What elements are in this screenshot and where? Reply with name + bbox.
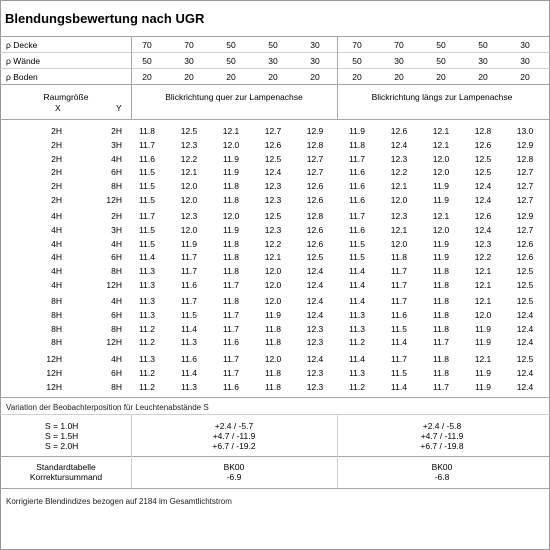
- ugr-value: 11.9: [265, 309, 281, 320]
- ugr-value: 12.5: [474, 167, 492, 178]
- row-y: 6H: [111, 167, 122, 178]
- ugr-value: 11.6: [349, 195, 365, 205]
- ugr-value: 13.0: [516, 126, 534, 136]
- ugr-value: 11.9: [475, 323, 491, 334]
- ugr-value: 12.0: [474, 309, 492, 320]
- ugr-value: 11.8: [433, 309, 449, 320]
- ugr-value: 12.3: [390, 153, 408, 164]
- ugr-value: 11.3: [349, 367, 365, 378]
- ugr-value: 11.2: [139, 323, 155, 334]
- ugr-value: 12.1: [390, 224, 408, 235]
- ugr-value: 12.3: [306, 337, 324, 348]
- ugr-value: 11.5: [139, 181, 155, 192]
- ugr-value: 12.1: [432, 126, 450, 136]
- laengs-header: Blickrichtung längs zur Lampenachse: [371, 92, 513, 102]
- param-value: 20: [268, 72, 278, 82]
- ugr-value: 12.4: [306, 280, 324, 290]
- ugr-value: 11.3: [349, 323, 365, 334]
- param-value: 70: [184, 40, 194, 50]
- param-value: 20: [310, 72, 320, 82]
- ugr-value: 12.7: [516, 195, 534, 205]
- param-value: 30: [478, 56, 488, 66]
- variation-label: Variation der Beobachterposition für Leuchtenabstände S: [6, 403, 209, 412]
- ugr-value: 11.8: [433, 266, 449, 277]
- ugr-value: 11.6: [349, 181, 365, 192]
- ugr-value: 12.3: [474, 238, 492, 249]
- ugr-value: 12.2: [264, 238, 282, 249]
- ugr-value: 11.6: [181, 280, 197, 290]
- row-x: 2H: [51, 167, 62, 178]
- param-value: 50: [142, 56, 152, 66]
- ugr-value: 12.8: [516, 153, 534, 164]
- row-x: 2H: [51, 195, 62, 205]
- raumgroesse-label: Raumgröße: [43, 92, 89, 102]
- ugr-value: 12.4: [306, 266, 324, 277]
- ugr-value: 12.8: [474, 126, 492, 136]
- divider: [0, 68, 550, 69]
- ugr-value: 12.3: [306, 367, 324, 378]
- ugr-value: 12.8: [306, 211, 324, 221]
- param-value: 30: [520, 56, 530, 66]
- ugr-value: 12.9: [306, 126, 324, 136]
- ugr-value: 11.9: [223, 224, 239, 235]
- ugr-value: 12.7: [516, 167, 534, 178]
- ugr-value: 12.5: [264, 153, 282, 164]
- ugr-value: 12.5: [516, 354, 534, 364]
- divider: [0, 119, 550, 120]
- row-x: 4H: [51, 224, 62, 235]
- ugr-value: 11.7: [139, 139, 155, 150]
- ugr-value: 11.6: [181, 354, 197, 364]
- divider: [0, 36, 550, 37]
- ugr-value: 11.7: [223, 367, 239, 378]
- ugr-value: 11.8: [433, 323, 449, 334]
- ugr-value: 11.9: [181, 238, 197, 249]
- ugr-value: 11.8: [433, 280, 449, 290]
- ugr-value: 11.8: [433, 367, 449, 378]
- ugr-value: 11.6: [223, 337, 239, 348]
- ugr-value: 12.0: [390, 238, 408, 249]
- ugr-value: 12.1: [180, 167, 198, 178]
- ugr-value: 12.4: [516, 367, 534, 378]
- ugr-value: 12.0: [432, 167, 450, 178]
- ugr-value: 11.7: [391, 280, 407, 290]
- ugr-value: 12.6: [306, 238, 324, 249]
- row-y: 8H: [111, 323, 122, 334]
- ugr-value: 11.7: [223, 280, 239, 290]
- ugr-value: 11.7: [181, 252, 197, 263]
- param-value: 50: [478, 40, 488, 50]
- ugr-value: 12.6: [264, 139, 282, 150]
- ugr-value: 12.1: [390, 181, 408, 192]
- param-label: ρ Decke: [6, 40, 38, 50]
- ugr-value: 11.7: [223, 309, 239, 320]
- ugr-value: 11.3: [181, 381, 197, 392]
- ugr-value: 11.9: [475, 367, 491, 378]
- ugr-value: 12.0: [432, 224, 450, 235]
- ugr-value: 11.7: [139, 211, 155, 221]
- row-y: 8H: [111, 181, 122, 192]
- ugr-value: 11.9: [433, 195, 449, 205]
- ugr-value: 11.7: [223, 354, 239, 364]
- ugr-value: 11.3: [139, 280, 155, 290]
- ugr-value: 11.5: [139, 167, 155, 178]
- ugr-value: 12.7: [264, 126, 282, 136]
- ugr-value: 12.0: [222, 139, 240, 150]
- row-y: 8H: [111, 381, 122, 392]
- laengs-standard-table: BK00: [431, 462, 453, 472]
- row-x: 8H: [51, 296, 62, 306]
- ugr-value: 11.9: [433, 181, 449, 192]
- ugr-value: 12.3: [390, 211, 408, 221]
- ugr-value: 12.1: [432, 211, 450, 221]
- ugr-value: 11.5: [391, 367, 407, 378]
- param-value: 70: [352, 40, 362, 50]
- ugr-value: 12.4: [306, 354, 324, 364]
- param-value: 20: [142, 72, 152, 82]
- ugr-value: 11.3: [139, 309, 155, 320]
- ugr-value: 12.9: [516, 211, 534, 221]
- ugr-value: 12.5: [516, 280, 534, 290]
- ugr-value: 11.3: [181, 337, 197, 348]
- ugr-value: 12.7: [306, 153, 324, 164]
- ugr-value: 12.4: [390, 139, 408, 150]
- row-y: 6H: [111, 252, 122, 263]
- ugr-value: 11.4: [349, 266, 365, 277]
- ugr-value: 12.3: [264, 224, 282, 235]
- ugr-value: 12.5: [180, 126, 198, 136]
- ugr-value: 12.0: [180, 195, 198, 205]
- ugr-value: 12.3: [264, 181, 282, 192]
- quer-correction: -6.9: [226, 472, 242, 482]
- ugr-value: 11.4: [181, 323, 197, 334]
- ugr-value: 12.7: [516, 224, 534, 235]
- ugr-value: 11.8: [223, 266, 239, 277]
- ugr-value: 12.7: [306, 167, 324, 178]
- param-value: 30: [520, 40, 530, 50]
- ugr-value: 11.7: [349, 153, 365, 164]
- ugr-value: 11.3: [139, 296, 155, 306]
- row-x: 8H: [51, 323, 62, 334]
- spacing-label: S = 1.0H: [45, 421, 79, 431]
- ugr-value: 11.7: [181, 296, 197, 306]
- ugr-value: 11.4: [349, 296, 365, 306]
- ugr-value: 12.0: [180, 181, 198, 192]
- param-label: ρ Wände: [6, 56, 41, 66]
- ugr-value: 12.0: [264, 266, 282, 277]
- ugr-value: 11.6: [391, 309, 407, 320]
- ugr-value: 11.2: [349, 381, 365, 392]
- row-x: 12H: [46, 381, 62, 392]
- ugr-value: 12.1: [474, 266, 492, 277]
- spacing-label: S = 2.0H: [45, 441, 79, 451]
- row-x: 12H: [46, 354, 62, 364]
- ugr-value: 11.7: [433, 381, 449, 392]
- divider: [0, 52, 550, 53]
- ugr-value: 11.7: [349, 211, 365, 221]
- ugr-value: 12.0: [264, 354, 282, 364]
- laengs-variation: +6.7 / -19.8: [420, 441, 464, 451]
- param-value: 50: [268, 40, 278, 50]
- ugr-value: 12.9: [516, 139, 534, 150]
- laengs-variation: +2.4 / -5.8: [422, 421, 462, 431]
- row-y: 12H: [106, 280, 122, 290]
- ugr-value: 12.6: [306, 224, 324, 235]
- footer-note: Korrigierte Blendindizes bezogen auf 2184 lm Gesamtlichtstrom: [6, 497, 232, 506]
- ugr-value: 11.8: [265, 367, 281, 378]
- ugr-value: 12.4: [516, 381, 534, 392]
- ugr-value: 12.5: [474, 153, 492, 164]
- param-value: 20: [478, 72, 488, 82]
- ugr-value: 11.6: [349, 167, 365, 178]
- ugr-value: 12.5: [264, 211, 282, 221]
- ugr-value: 12.4: [516, 309, 534, 320]
- ugr-value: 12.1: [432, 139, 450, 150]
- ugr-value: 11.4: [391, 337, 407, 348]
- ugr-value: 12.4: [516, 323, 534, 334]
- param-value: 20: [394, 72, 404, 82]
- ugr-value: 12.6: [474, 211, 492, 221]
- row-y: 12H: [106, 195, 122, 205]
- row-x: 2H: [51, 139, 62, 150]
- ugr-value: 12.4: [474, 224, 492, 235]
- param-value: 20: [352, 72, 362, 82]
- ugr-value: 11.8: [139, 126, 155, 136]
- ugr-value: 11.9: [223, 167, 239, 178]
- divider: [0, 397, 550, 398]
- page-title: Blendungsbewertung nach UGR: [5, 11, 205, 26]
- ugr-value: 11.9: [223, 153, 239, 164]
- row-y: 8H: [111, 266, 122, 277]
- laengs-variation: +4.7 / -11.9: [420, 431, 464, 441]
- ugr-value: 12.6: [306, 195, 324, 205]
- ugr-value: 11.8: [223, 195, 239, 205]
- ugr-value: 12.1: [474, 296, 492, 306]
- ugr-value: 11.6: [223, 381, 239, 392]
- param-value: 20: [184, 72, 194, 82]
- ugr-value: 12.1: [474, 354, 492, 364]
- row-x: 4H: [51, 211, 62, 221]
- ugr-value: 11.4: [349, 354, 365, 364]
- divider: [0, 488, 550, 489]
- divider: [0, 84, 550, 85]
- ugr-value: 11.9: [433, 252, 449, 263]
- ugr-value: 12.4: [264, 167, 282, 178]
- ugr-value: 12.2: [390, 167, 408, 178]
- ugr-value: 11.8: [265, 337, 281, 348]
- param-value: 50: [226, 56, 236, 66]
- ugr-value: 12.3: [264, 195, 282, 205]
- ugr-value: 11.8: [265, 381, 281, 392]
- ugr-value: 11.7: [391, 354, 407, 364]
- row-x: 2H: [51, 126, 62, 136]
- ugr-value: 12.2: [180, 153, 198, 164]
- param-value: 50: [436, 40, 446, 50]
- laengs-correction: -6.8: [434, 472, 450, 482]
- param-value: 70: [142, 40, 152, 50]
- ugr-value: 11.7: [391, 266, 407, 277]
- ugr-value: 11.2: [139, 367, 155, 378]
- param-value: 20: [520, 72, 530, 82]
- row-y: 6H: [111, 367, 122, 378]
- x-label: X: [55, 103, 61, 113]
- ugr-value: 12.5: [516, 296, 534, 306]
- ugr-value: 12.4: [474, 195, 492, 205]
- ugr-value: 12.1: [264, 252, 282, 263]
- row-x: 12H: [46, 367, 62, 378]
- ugr-value: 12.0: [264, 280, 282, 290]
- ugr-value: 11.9: [475, 337, 491, 348]
- row-y: 12H: [106, 337, 122, 348]
- ugr-value: 11.4: [391, 381, 407, 392]
- ugr-value: 11.8: [433, 296, 449, 306]
- ugr-value: 11.8: [223, 238, 239, 249]
- row-x: 4H: [51, 280, 62, 290]
- ugr-value: 12.4: [516, 337, 534, 348]
- param-value: 30: [310, 40, 320, 50]
- ugr-value: 11.6: [139, 153, 155, 164]
- ugr-value: 11.7: [391, 296, 407, 306]
- ugr-value: 12.7: [516, 181, 534, 192]
- ugr-value: 12.6: [390, 126, 408, 136]
- ugr-value: 12.0: [390, 195, 408, 205]
- param-value: 30: [394, 56, 404, 66]
- ugr-value: 12.4: [306, 309, 324, 320]
- row-y: 4H: [111, 354, 122, 364]
- ugr-value: 11.9: [475, 381, 491, 392]
- ugr-value: 11.3: [349, 309, 365, 320]
- row-x: 2H: [51, 153, 62, 164]
- ugr-value: 11.9: [433, 238, 449, 249]
- param-value: 30: [268, 56, 278, 66]
- param-value: 50: [226, 40, 236, 50]
- param-value: 30: [310, 56, 320, 66]
- row-y: 4H: [111, 238, 122, 249]
- row-y: 2H: [111, 211, 122, 221]
- ugr-value: 11.7: [181, 266, 197, 277]
- ugr-value: 11.3: [139, 266, 155, 277]
- ugr-value: 11.8: [223, 252, 239, 263]
- ugr-value: 12.0: [180, 224, 198, 235]
- ugr-value: 11.5: [181, 309, 197, 320]
- ugr-value: 12.2: [474, 252, 492, 263]
- ugr-value: 11.4: [349, 280, 365, 290]
- ugr-value: 12.0: [222, 211, 240, 221]
- ugr-value: 11.2: [139, 337, 155, 348]
- row-y: 6H: [111, 309, 122, 320]
- quer-header: Blickrichtung quer zur Lampenachse: [165, 92, 303, 102]
- ugr-value: 11.4: [181, 367, 197, 378]
- ugr-value: 12.8: [306, 139, 324, 150]
- param-value: 20: [226, 72, 236, 82]
- divider: [0, 414, 550, 415]
- ugr-value: 11.8: [223, 296, 239, 306]
- ugr-value: 11.4: [139, 252, 155, 263]
- y-label: Y: [116, 103, 122, 113]
- ugr-value: 12.4: [474, 181, 492, 192]
- row-x: 8H: [51, 309, 62, 320]
- ugr-value: 12.3: [180, 139, 198, 150]
- ugr-value: 12.1: [222, 126, 240, 136]
- ugr-value: 11.9: [349, 126, 365, 136]
- ugr-value: 11.5: [349, 252, 365, 263]
- ugr-value: 12.1: [474, 280, 492, 290]
- ugr-value: 12.6: [516, 238, 534, 249]
- ugr-value: 12.3: [306, 381, 324, 392]
- ugr-value: 11.5: [139, 224, 155, 235]
- correction-label: Korrektursummand: [29, 472, 103, 482]
- param-value: 50: [436, 56, 446, 66]
- ugr-value: 11.8: [433, 354, 449, 364]
- standard-label: Standardtabelle: [36, 462, 96, 472]
- row-y: 2H: [111, 126, 122, 136]
- row-x: 4H: [51, 238, 62, 249]
- ugr-value: 11.6: [349, 224, 365, 235]
- row-y: 4H: [111, 296, 122, 306]
- ugr-value: 12.0: [432, 153, 450, 164]
- ugr-value: 12.3: [306, 323, 324, 334]
- ugr-value: 11.8: [265, 323, 281, 334]
- ugr-value: 12.6: [474, 139, 492, 150]
- ugr-value: 12.0: [264, 296, 282, 306]
- divider: [0, 456, 550, 457]
- param-value: 30: [184, 56, 194, 66]
- ugr-value: 12.3: [180, 211, 198, 221]
- spacing-label: S = 1.5H: [45, 431, 79, 441]
- quer-variation: +2.4 / -5.7: [214, 421, 254, 431]
- ugr-value: 12.5: [516, 266, 534, 277]
- row-x: 4H: [51, 252, 62, 263]
- row-y: 3H: [111, 224, 122, 235]
- ugr-value: 12.5: [306, 252, 324, 263]
- param-value: 50: [352, 56, 362, 66]
- quer-variation: +4.7 / -11.9: [212, 431, 256, 441]
- ugr-value: 12.6: [516, 252, 534, 263]
- ugr-value: 11.5: [139, 238, 155, 249]
- ugr-value: 12.6: [306, 181, 324, 192]
- ugr-value: 11.3: [139, 354, 155, 364]
- row-y: 4H: [111, 153, 122, 164]
- quer-standard-table: BK00: [223, 462, 245, 472]
- ugr-value: 11.2: [349, 337, 365, 348]
- param-value: 20: [436, 72, 446, 82]
- row-x: 4H: [51, 266, 62, 277]
- ugr-value: 12.4: [306, 296, 324, 306]
- row-x: 2H: [51, 181, 62, 192]
- row-x: 8H: [51, 337, 62, 348]
- row-y: 3H: [111, 139, 122, 150]
- ugr-value: 11.8: [349, 139, 365, 150]
- ugr-value: 11.5: [391, 323, 407, 334]
- ugr-value: 11.2: [139, 381, 155, 392]
- ugr-value: 11.5: [349, 238, 365, 249]
- param-label: ρ Boden: [6, 72, 38, 82]
- ugr-value: 11.7: [433, 337, 449, 348]
- ugr-value: 11.8: [391, 252, 407, 263]
- quer-variation: +6.7 / -19.2: [212, 441, 256, 451]
- ugr-value: 11.8: [223, 181, 239, 192]
- ugr-value: 11.7: [223, 323, 239, 334]
- ugr-value: 11.5: [139, 195, 155, 205]
- param-value: 70: [394, 40, 404, 50]
